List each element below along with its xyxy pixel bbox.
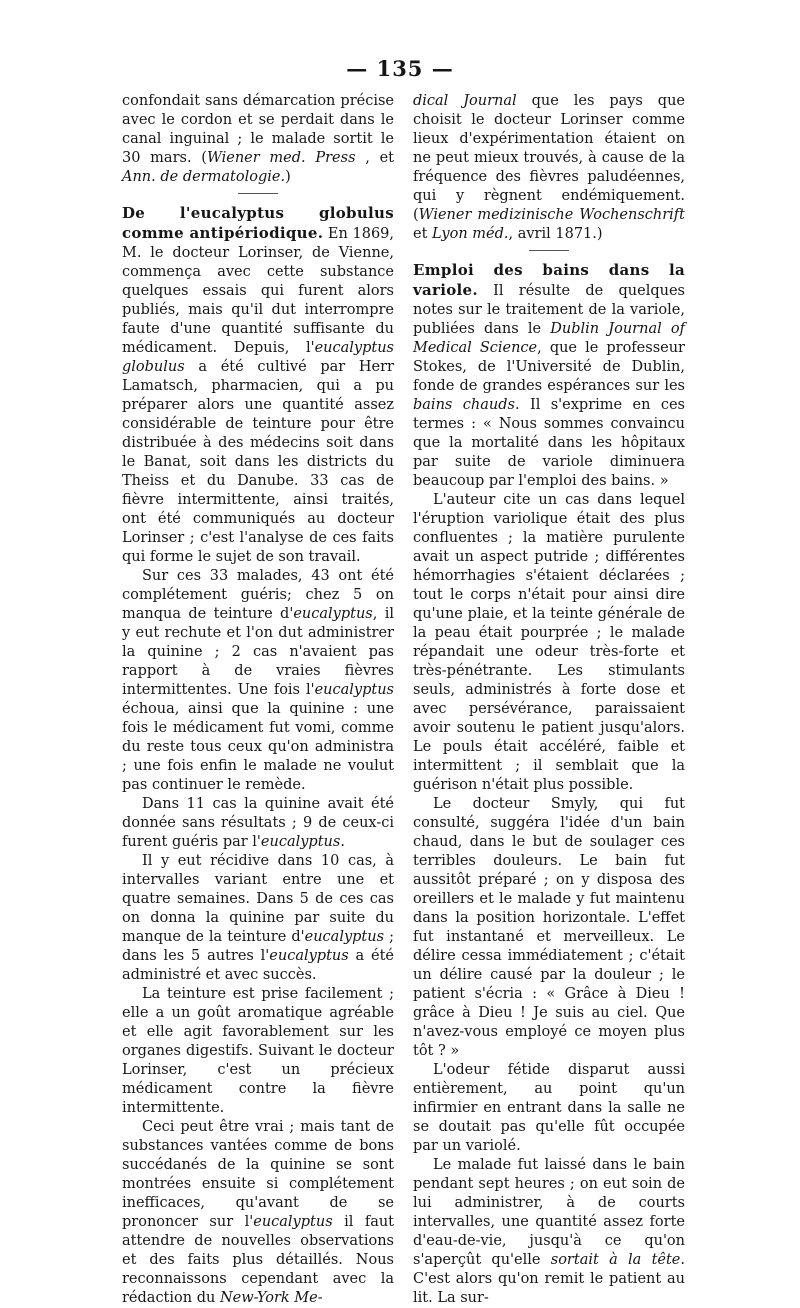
paragraph: Il y eut récidive dans 10 cas, à intervalles variant entre une et quatre semaines. Dans 5 de ces cas on donna la quinine par suite du manque de la teinture d'eucalyptus ; dans les 5 autres l'eucalyptus a été administré et avec succès.	[122, 853, 394, 983]
section-divider	[238, 193, 278, 194]
paragraph: Dans 11 cas la quinine avait été donnée sans résultats ; 9 de ceux-ci furent guéris par l'eucalyptus.	[122, 796, 394, 850]
paragraph: confondait sans démarcation précise avec le cordon et se perdait dans le canal inguinal ; le malade sortit le 30 mars. (Wiener med. Press , et Ann. de dermatologie.)	[122, 93, 394, 185]
source-citation: Lyon méd.	[432, 226, 509, 242]
section-heading: Emploi des bains dans la variole.	[413, 261, 685, 299]
paragraph: L'auteur cite un cas dans lequel l'éruption variolique était des plus confluentes ; la matière purulente avait un aspect putride ; différentes hémorrhagies s'étaient déclarées ; tout le corps n'était pour ainsi dire qu'une plaie, et la teinte générale de la peau était pourprée ; le malade répandait une odeur très-forte et très-pénétrante. Les stimulants seuls, administrés à forte dose et avec persévérance, paraissaient avoir soutenu le patient jusqu'alors. Le pouls était accéléré, faible et intermittent ; il semblait que la guérison n'était plus possible.	[413, 492, 685, 793]
source-citation: Ann. de dermatologie.	[122, 169, 286, 185]
paragraph: Emploi des bains dans la variole. Il résulte de quelques notes sur le traitement de la variole, publiées dans le Dublin Journal of Medical Science, que le professeur Stokes, de l'Université de Dublin, fonde de grandes espérances sur les bains chauds. Il s'exprime en ces termes : « Nous sommes convaincu que la mortalité dans les hôpitaux par suite de variole diminuera beaucoup par l'emploi des bains. »	[413, 261, 686, 489]
section-divider	[529, 250, 569, 251]
source-citation: Wiener med. Press	[206, 150, 356, 166]
paragraph: L'odeur fétide disparut aussi entièrement, au point qu'un infirmier en entrant dans la salle ne se doutait pas qu'elle fût occupée par un variolé.	[413, 1062, 685, 1154]
paragraph: Ceci peut être vrai ; mais tant de substances vantées comme de bons succédanés de la quinine se sont montrées ensuite si complétement inefficaces, qu'avant de se prononcer sur l'eucalyptus il faut attendre de nouvelles observations et des faits plus détaillés. Nous reconnaissons cependant avec la rédaction du New-York Me-	[122, 1119, 394, 1306]
left-column	[122, 92, 394, 1308]
paragraph: dical Journal que les pays que choisit le docteur Lorinser comme lieux d'expérimentation étaient on ne peut mieux trouvés, à cause de la fréquence des fièvres paludéennes, qui y règnent endémiquement. (Wiener medizinische Wochenschrift et Lyon méd., avril 1871.)	[413, 93, 685, 242]
paragraph: Sur ces 33 malades, 43 ont été complétement guéris; chez 5 on manqua de teinture d'eucalyptus, il y eut rechute et l'on dut administrer la quinine ; 2 cas n'avaient pas rapport à de vraies fièvres intermittentes. Une fois l'eucalyptus échoua, ainsi que la quinine : une fois le médicament fut vomi, comme du reste tous ceux qu'on administra ; une fois enfin le malade ne voulut pas continuer le remède.	[122, 568, 394, 793]
paragraph: Le docteur Smyly, qui fut consulté, suggéra l'idée d'un bain chaud, dans le but de soulager ces terribles douleurs. Le bain fut aussitôt préparé ; on y disposa des oreillers et le malade y fut maintenu dans la position horizontale. L'effet fut instantané et merveilleux. Le délire cessa immédiatement ; c'était un délire causé par la douleur ; le patient s'écria : « Grâce à Dieu ! grâce à Dieu ! Je suis au ciel. Que n'avez-vous employé ce moyen plus tôt ? »	[413, 796, 685, 1059]
paragraph: Le malade fut laissé dans le bain pendant sept heures ; on eut soin de lui administrer, à de courts intervalles, une quantité assez forte d'eau-de-vie, jusqu'à ce qu'on s'aperçût qu'elle sortait à la tête. C'est alors qu'on remit le patient au lit. La sur-	[413, 1157, 685, 1306]
paragraph: De l'eucalyptus globulus comme antipériodique. En 1869, M. le docteur Lorinser, de Vienne, commença avec cette substance quelques essais qui furent alors publiés, mais qu'il dut interrompre faute d'une quantité suffisante du médicament. Depuis, l'eucalyptus globulus a été cultivé par Herr Lamatsch, pharmacien, qui a pu préparer alors une quantité assez considérable de teinture pour être distribuée à des médecins soit dans le Banat, soit dans les districts du Theiss et du Danube. 33 cas de fièvre intermittente, ainsi traités, ont été communiqués au docteur Lorinser ; c'est l'analyse de ces faits qui forme le sujet de son travail.	[122, 204, 395, 565]
right-column	[413, 92, 685, 1308]
source-citation: Wiener medizinische Wochenschrift	[418, 207, 685, 223]
page-number: — 135 —	[346, 56, 454, 81]
section-heading: De l'eucalyptus globulus comme antipériodique.	[122, 204, 394, 242]
paragraph: La teinture est prise facilement ; elle a un goût aromatique agréable et elle agit favorablement sur les organes digestifs. Suivant le docteur Lorinser, c'est un précieux médicament contre la fièvre intermittente.	[122, 986, 394, 1116]
